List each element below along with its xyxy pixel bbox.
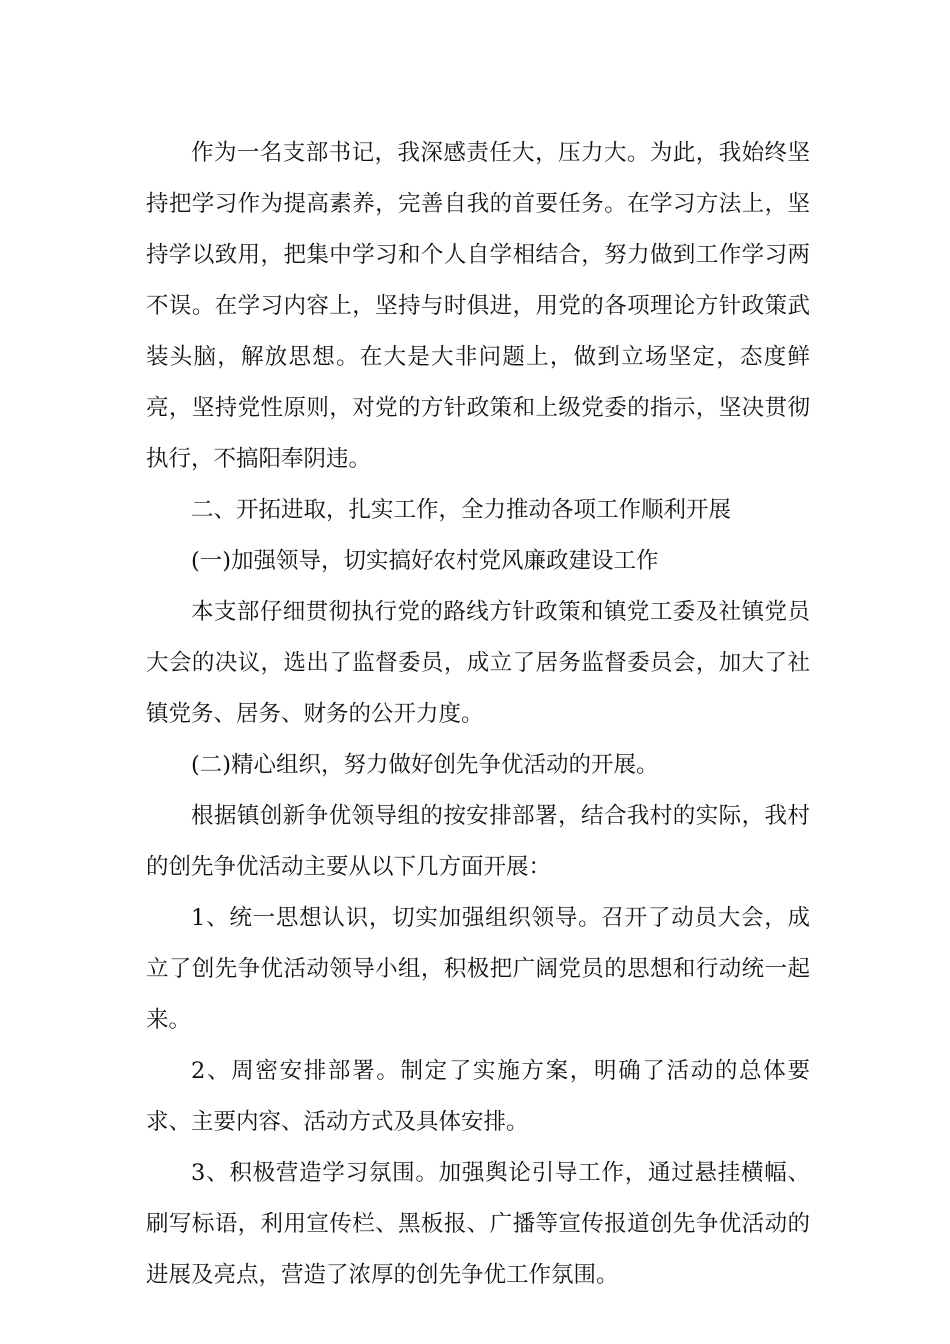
list-item-3: 3、积极营造学习氛围。加强舆论引导工作，通过悬挂横幅、刷写标语，利用宣传栏、黑板报、广播等宣传报道创先争优活动的进展及亮点，营造了浓厚的创先争优工作氛围。: [146, 1160, 810, 1288]
section-heading-2: 二、开拓进取，扎实工作，全力推动各项工作顺利开展: [191, 497, 732, 523]
list-item-1: 1、统一思想认识，切实加强组织领导。召开了动员大会，成立了创先争优活动领导小组，积极把广阔党员的思想和行动统一起来。: [146, 905, 810, 1033]
subsection-heading-2: (二)精心组织，努力做好创先争优活动的开展。: [191, 752, 659, 778]
paragraph-supervision: 本支部仔细贯彻执行党的路线方针政策和镇党工委及社镇党员大会的决议，选出了监督委员，成立了居务监督委员会，加大了社镇党务、居务、财务的公开力度。: [146, 599, 810, 727]
document-body: [146, 128, 810, 1301]
list-item-2: 2、周密安排部署。制定了实施方案，明确了活动的总体要求、主要内容、活动方式及具体安排。: [146, 1058, 810, 1135]
paragraph-arrangement: 根据镇创新争优领导组的按安排部署，结合我村的实际，我村的创先争优活动主要从以下几方面开展：: [146, 803, 810, 880]
paragraph-study: 作为一名支部书记，我深感责任大，压力大。为此，我始终坚持把学习作为提高素养，完善自我的首要任务。在学习方法上，坚持学以致用，把集中学习和个人自学相结合，努力做到工作学习两不误。在学习内容上，坚持与时俱进，用党的各项理论方针政策武装头脑，解放思想。在大是大非问题上，做到立场坚定，态度鲜亮，坚持党性原则，对党的方针政策和上级党委的指示，坚决贯彻执行，不搞阳奉阴违。: [146, 140, 810, 472]
subsection-heading-1: (一)加强领导，切实搞好农村党风廉政建设工作: [191, 548, 659, 574]
